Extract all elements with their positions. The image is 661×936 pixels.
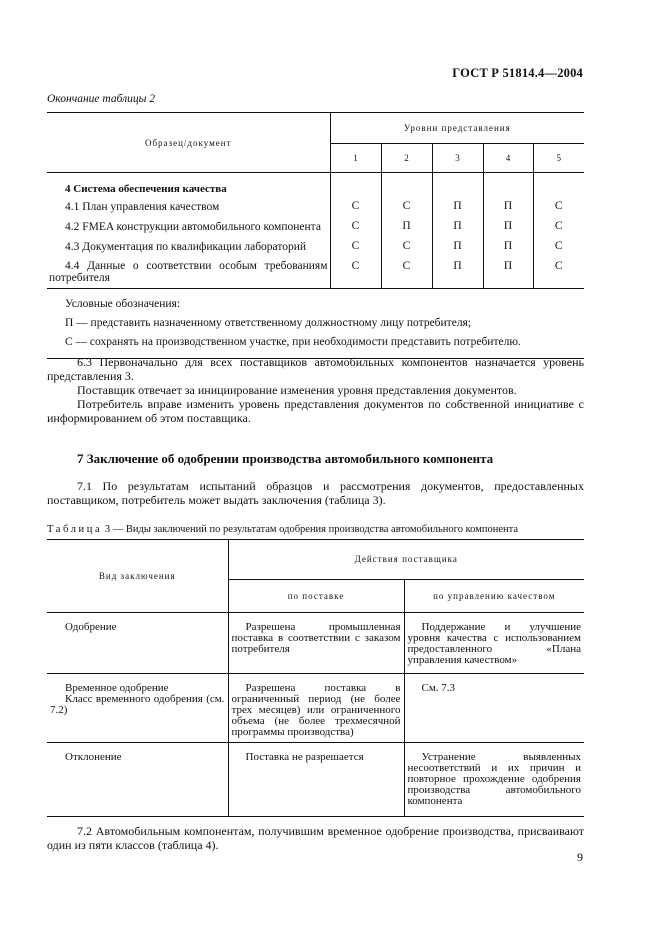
legend-title: Условные обозначения: bbox=[65, 298, 181, 310]
conclusion-kind: Одобрение bbox=[47, 613, 228, 674]
table-row bbox=[47, 237, 584, 257]
document-name: 4.2 FMEA конструкции автомобильного компонента bbox=[47, 217, 330, 237]
document-name: 4.3 Документация по квалификации лабораторий bbox=[47, 237, 330, 257]
quality-action: См. 7.3 bbox=[404, 674, 584, 743]
level-value: П bbox=[483, 257, 533, 289]
section-7-heading: 7 Заключение об одобрении производства автомобильного компонента bbox=[77, 451, 494, 466]
document-name: 4.4 Данные о соответствии особым требованиям потребителя bbox=[47, 257, 330, 289]
table-row bbox=[47, 613, 584, 674]
column-header-levels: Уровни представления bbox=[330, 113, 584, 144]
legend bbox=[47, 289, 584, 359]
document-name: 4.1 План управления качеством bbox=[47, 197, 330, 217]
table-row bbox=[47, 743, 584, 817]
level-value: С bbox=[554, 200, 563, 212]
supply-action: Поставка не разрешается bbox=[228, 743, 404, 817]
quality-action: Устранение выявленных несоответствий и их причин и повторное прохождение одобрения производства автомобильного компонента bbox=[404, 743, 584, 817]
level-value: П bbox=[432, 217, 483, 237]
level-value: П bbox=[381, 217, 432, 237]
table2 bbox=[47, 112, 584, 359]
clause-6-3-paragraph: 6.3 Первоначально для всех поставщиков автомобильных компонентов назначается уровень представления 3. bbox=[47, 355, 584, 383]
table2-continuation-caption: Окончание таблицы 2 bbox=[47, 93, 155, 105]
legend-c-meaning: С — сохранять на производственном участке, при необходимости представить потребителю. bbox=[65, 336, 521, 348]
level-value: С bbox=[533, 257, 584, 289]
level-value: С bbox=[330, 217, 381, 237]
level-value: С bbox=[381, 257, 432, 289]
level-value: П bbox=[432, 197, 483, 217]
level-value: С bbox=[554, 220, 563, 232]
level-value: С bbox=[554, 240, 563, 252]
column-header-quality: по управлению качеством bbox=[404, 579, 584, 612]
legend-p-meaning: П — представить назначенному ответственному должностному лицу потребителя; bbox=[65, 317, 472, 329]
level-header-1: 1 bbox=[330, 144, 381, 173]
table3-caption bbox=[47, 524, 518, 535]
level-header-2: 2 bbox=[381, 144, 432, 173]
level-value: П bbox=[432, 257, 483, 289]
level-value: П bbox=[483, 237, 533, 257]
level-value: С bbox=[381, 197, 432, 217]
clause-7-1-paragraph: 7.1 По результатам испытаний образцов и рассмотрения документов, предоставленных поставщиком, потребитель может выдать заключения (таблица 3). bbox=[47, 479, 584, 507]
level-value: С bbox=[330, 237, 381, 257]
clause-6-3-customer-paragraph: Потребитель вправе изменить уровень представления документов по собственной инициативе с информированием об этом поставщика. bbox=[47, 397, 584, 425]
table3-caption-text: 3 — Виды заключений по результатам одобрения производства автомобильного компонента bbox=[104, 524, 518, 535]
quality-action: Поддержание и улучшение уровня качества с использованием предоставленного «Плана управления качеством» bbox=[404, 613, 584, 674]
level-value: С bbox=[330, 197, 381, 217]
page-number: 9 bbox=[577, 850, 583, 864]
level-header-3: 3 bbox=[432, 144, 483, 173]
document-code-header: ГОСТ Р 51814.4—2004 bbox=[452, 66, 583, 80]
table3-caption-word: Таблица bbox=[47, 524, 103, 535]
level-header-4: 4 bbox=[483, 144, 533, 173]
column-header-document: Образец/документ bbox=[47, 113, 330, 173]
level-value: П bbox=[432, 237, 483, 257]
level-value: С bbox=[330, 257, 381, 289]
clause-7-2-paragraph: 7.2 Автомобильным компонентам, получившим временное одобрение производства, присваивают один из пяти классов (таблица 4). bbox=[47, 824, 584, 852]
table-row bbox=[47, 217, 584, 237]
conclusion-kind: Отклонение bbox=[47, 743, 228, 817]
column-header-actions: Действия поставщика bbox=[228, 540, 584, 580]
supply-action: Разрешена поставка в ограниченный период (не более трех месяцев) или ограниченного объема (не более трехмесячной программы производства) bbox=[228, 674, 404, 743]
supply-action: Разрешена промышленная поставка в соответствии с заказом потребителя bbox=[228, 613, 404, 674]
conclusion-kind-note: Класс временного одобрения (см. 7.2) bbox=[50, 693, 225, 716]
level-value: П bbox=[483, 217, 533, 237]
table-row bbox=[47, 197, 584, 217]
conclusion-kind: Временное одобрение Класс временного одобрения (см. 7.2) bbox=[47, 674, 228, 743]
column-header-kind: Вид заключения bbox=[47, 540, 228, 613]
level-value: П bbox=[483, 197, 533, 217]
table3 bbox=[47, 539, 584, 817]
column-header-supply: по поставке bbox=[228, 579, 404, 612]
section-row-quality-system: 4 Система обеспечения качества bbox=[47, 173, 330, 198]
level-header-5: 5 bbox=[533, 144, 584, 173]
clause-6-3-supplier-paragraph: Поставщик отвечает за инициирование изменения уровня представления документов. bbox=[77, 383, 517, 397]
table-row bbox=[47, 674, 584, 743]
table-row bbox=[47, 257, 584, 289]
level-value: С bbox=[381, 237, 432, 257]
